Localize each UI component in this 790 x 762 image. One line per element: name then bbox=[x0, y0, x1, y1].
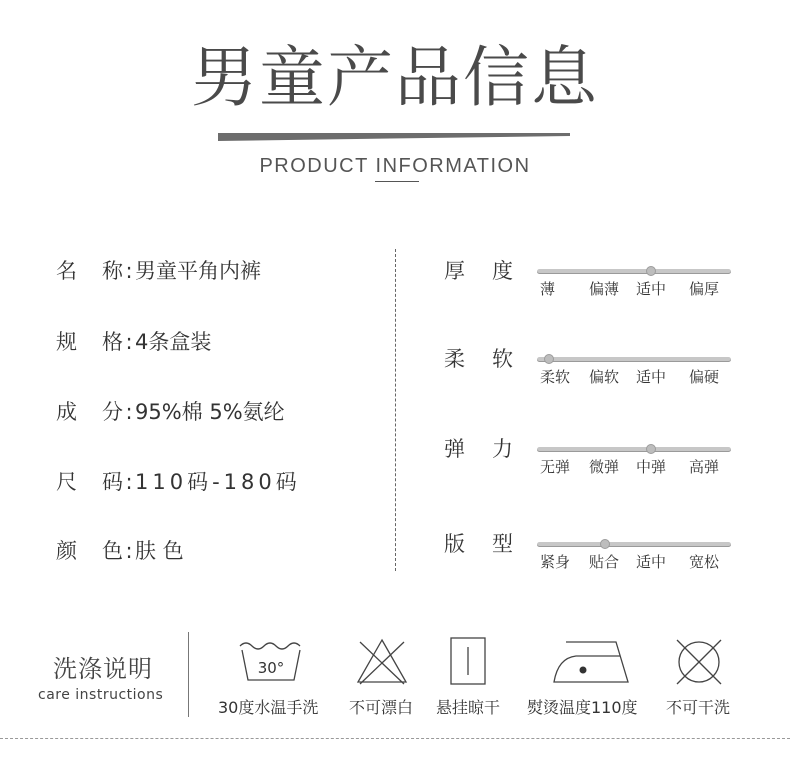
scale-option-label: 柔软 bbox=[540, 368, 571, 386]
scale-option-label: 适中 bbox=[636, 280, 667, 298]
hand-wash-30-icon bbox=[236, 638, 306, 684]
scale-track bbox=[537, 447, 731, 452]
hang-dry-icon bbox=[448, 635, 488, 687]
subtitle-underline bbox=[375, 181, 419, 182]
spec-value: 肤 色 bbox=[135, 539, 184, 563]
spec-label: 码 bbox=[102, 470, 123, 494]
no-dry-clean-icon bbox=[673, 636, 725, 688]
scale-name-char: 版 bbox=[444, 532, 465, 556]
spec-label: 称 bbox=[102, 259, 123, 283]
wash-temp-label: 30° bbox=[257, 659, 285, 677]
scale-option-label: 微弹 bbox=[589, 458, 620, 476]
scale-knob bbox=[646, 266, 656, 276]
page-subtitle: PRODUCT INFORMATION bbox=[259, 155, 531, 177]
scale-name-char: 软 bbox=[492, 347, 513, 371]
scale-option-label: 偏硬 bbox=[689, 368, 720, 386]
scale-option-label: 中弹 bbox=[636, 458, 667, 476]
spec-label: 成 bbox=[56, 400, 77, 424]
care-label-hand-wash: 30度水温手洗 bbox=[218, 698, 319, 717]
scale-option-label: 无弹 bbox=[540, 458, 571, 476]
spec-colon: : bbox=[125, 259, 133, 283]
scale-name bbox=[444, 435, 513, 463]
spec-row-sizes bbox=[56, 468, 301, 496]
spec-row-size-pack bbox=[56, 328, 211, 356]
spec-colon: : bbox=[125, 400, 133, 424]
scale-option-label: 适中 bbox=[636, 368, 667, 386]
scale-name-char: 型 bbox=[492, 532, 513, 556]
spec-label: 规 bbox=[56, 330, 77, 354]
spec-label: 分 bbox=[102, 400, 123, 424]
spec-label: 名 bbox=[56, 259, 77, 283]
scale-track bbox=[537, 269, 731, 274]
spec-value: 4条盒装 bbox=[135, 330, 212, 354]
scale-option-label: 宽松 bbox=[689, 553, 720, 571]
scale-option-label: 紧身 bbox=[540, 553, 571, 571]
spec-colon: : bbox=[125, 539, 133, 563]
scale-name-char: 度 bbox=[492, 259, 513, 283]
scale-track bbox=[537, 357, 731, 362]
scale-option-label: 偏厚 bbox=[689, 280, 720, 298]
scale-name-char: 柔 bbox=[444, 347, 465, 371]
care-divider bbox=[188, 632, 189, 717]
spec-row-color bbox=[56, 537, 184, 565]
scale-option-label: 贴合 bbox=[589, 553, 620, 571]
care-label-no-dry-clean: 不可干洗 bbox=[666, 698, 731, 717]
no-bleach-icon bbox=[354, 636, 410, 686]
scale-name-char: 弹 bbox=[444, 437, 465, 461]
iron-110-icon bbox=[550, 636, 632, 686]
spec-value: 男童平角内裤 bbox=[135, 259, 261, 283]
spec-colon: : bbox=[125, 470, 133, 494]
scale-name bbox=[444, 345, 513, 373]
care-label-iron: 熨烫温度110度 bbox=[527, 698, 638, 717]
spec-value: 110码-180码 bbox=[135, 470, 301, 494]
care-subtitle: care instructions bbox=[38, 687, 164, 703]
scale-track bbox=[537, 542, 731, 547]
spec-label: 格 bbox=[102, 330, 123, 354]
spec-label: 尺 bbox=[56, 470, 77, 494]
scale-name-char: 力 bbox=[492, 437, 513, 461]
care-label-hang-dry: 悬挂晾干 bbox=[436, 698, 501, 717]
scale-option-label: 适中 bbox=[636, 553, 667, 571]
column-divider bbox=[395, 249, 396, 571]
spec-row-name bbox=[56, 257, 261, 285]
page-title: 男童产品信息 bbox=[191, 39, 599, 116]
scale-option-label: 高弹 bbox=[689, 458, 720, 476]
scale-name-char: 厚 bbox=[444, 259, 465, 283]
scale-name bbox=[444, 530, 513, 558]
scale-knob bbox=[600, 539, 610, 549]
scale-name bbox=[444, 257, 513, 285]
scale-option-label: 薄 bbox=[540, 280, 556, 298]
spec-row-material bbox=[56, 398, 285, 426]
bottom-divider bbox=[0, 738, 790, 739]
spec-label: 颜 bbox=[56, 539, 77, 563]
care-label-no-bleach: 不可漂白 bbox=[349, 698, 414, 717]
spec-label: 色 bbox=[102, 539, 123, 563]
care-title: 洗涤说明 bbox=[53, 655, 153, 683]
spec-colon: : bbox=[125, 330, 133, 354]
scale-knob bbox=[544, 354, 554, 364]
scale-option-label: 偏薄 bbox=[589, 280, 620, 298]
scale-option-label: 偏软 bbox=[589, 368, 620, 386]
scale-knob bbox=[646, 444, 656, 454]
spec-value: 95%棉 5%氨纶 bbox=[135, 400, 285, 424]
